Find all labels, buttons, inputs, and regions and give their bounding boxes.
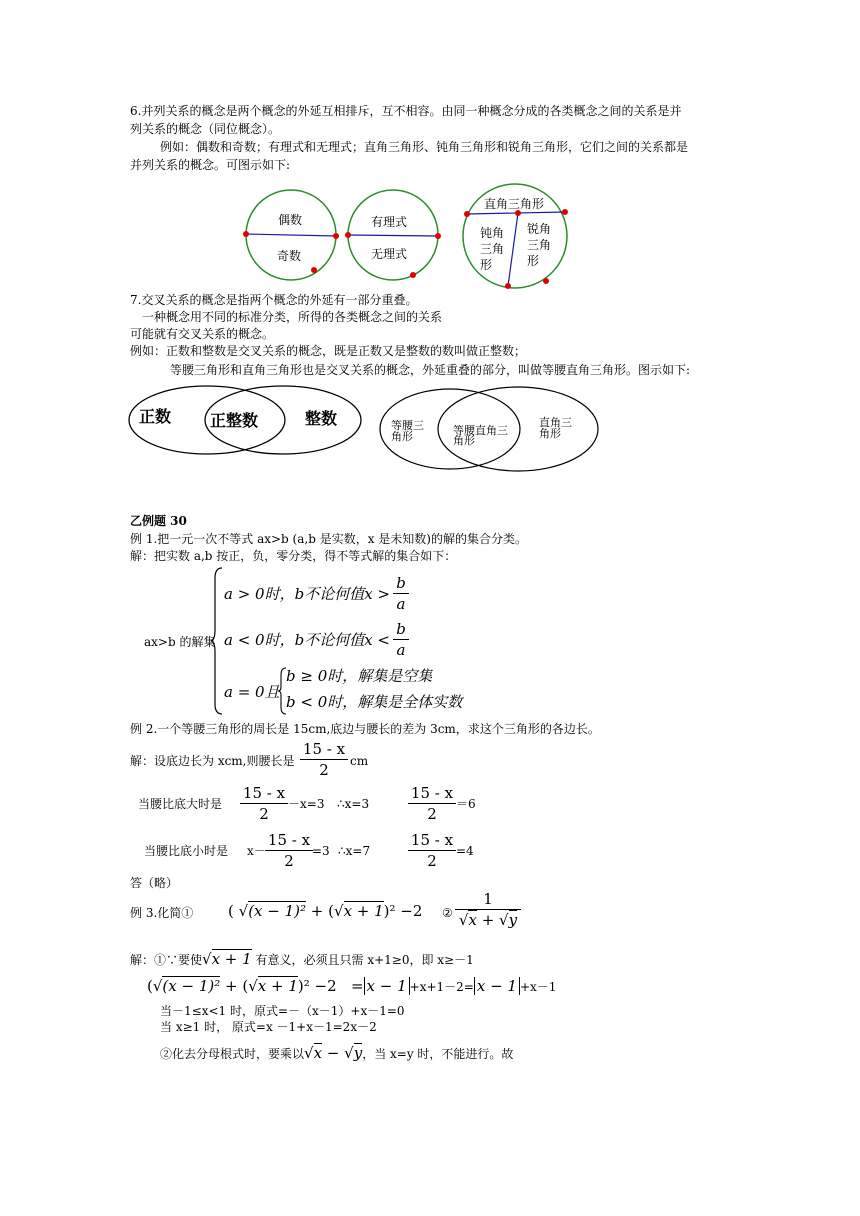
case-leg-shorter-x: x－ bbox=[247, 844, 266, 858]
c3-right-l1: 锐角 bbox=[527, 222, 552, 236]
ex3-sol-b-7: x − 1 bbox=[364, 977, 410, 995]
case2-text: a < 0时，b不论何值x < bbox=[224, 631, 390, 649]
sqrt-sign-icon: √ bbox=[304, 1044, 314, 1062]
ex3-question: 例 3.化简① bbox=[130, 906, 194, 920]
sec7-line1: 7.交叉关系的概念是指两个概念的外延有一部分重叠。 bbox=[130, 293, 418, 307]
sqrt-sign-icon: √ bbox=[152, 977, 163, 995]
sec6-line4: 并列关系的概念。可图示如下: bbox=[130, 158, 291, 172]
case-leg-longer-fraction bbox=[240, 784, 288, 823]
e-right-l2: 角形 bbox=[539, 427, 561, 440]
ex3-expr1-open: ( bbox=[228, 902, 234, 920]
c1-top-label: 偶数 bbox=[278, 213, 303, 227]
ex3-sol-d: 当 x≥1 时， 原式=x －1+x－1=2x－2 bbox=[160, 1020, 377, 1034]
ex2-solution-text: 解：设底边长为 xcm,则腰长是 bbox=[130, 754, 295, 768]
c3-top-label: 直角三角形 bbox=[484, 197, 545, 211]
ex3-sol-e-y: y bbox=[353, 1044, 363, 1062]
ex3-sol-e-pre: ②化去分母根式时，要乘以 bbox=[160, 1047, 305, 1061]
case-leg-shorter: 当腰比底小时是 bbox=[144, 844, 229, 858]
solution-set-label: ax>b 的解集 bbox=[144, 635, 216, 649]
c3-left-l2: 三角 bbox=[480, 242, 505, 256]
case-leg-shorter-leg-value: =4 bbox=[456, 844, 474, 858]
ex3-sol-e-post: ，当 x=y 时，不能进行。故 bbox=[362, 1047, 514, 1061]
sqrt-sign-icon: √ bbox=[238, 902, 249, 920]
ex3-sol-b-8: +x+1－2= bbox=[409, 980, 474, 994]
case-leg-shorter-leg-denominator: 2 bbox=[427, 852, 437, 870]
ellipse-right-label: 整数 bbox=[305, 409, 338, 428]
ex3-sol-b-2: (x − 1)² bbox=[162, 977, 221, 995]
ex2-question: 例 2.一个等腰三角形的周长是 15cm,底边与腰长的差为 3cm，求这个三角形的各边长。 bbox=[130, 722, 600, 736]
parallel-concepts-figure bbox=[240, 180, 590, 290]
case1-denominator: a bbox=[396, 595, 406, 613]
ex1-question: 例 1.把一元一次不等式 ax>b (a,b 是实数，x 是未知数)的解的集合分类。 bbox=[130, 532, 527, 546]
case3a-text: b ≥ 0时，解集是空集 bbox=[286, 667, 433, 685]
case-leg-shorter-leg-numerator: 15 - x bbox=[410, 831, 454, 849]
c3-right-l2: 三角 bbox=[527, 238, 552, 252]
ex2-leg-fraction bbox=[300, 740, 348, 779]
ex1-solution-intro: 解：把实数 a,b 按正，负，零分类，得不等式解的集合如下： bbox=[130, 549, 457, 563]
ex3-sol-b-10: +x－1 bbox=[519, 980, 557, 994]
ex3-expr1-plus: + ( bbox=[306, 902, 334, 920]
case-leg-shorter-leg-fraction bbox=[408, 831, 456, 870]
ex3-sol-b-3: + ( bbox=[220, 977, 249, 995]
ex3-sol-b-9: x − 1 bbox=[474, 977, 520, 995]
ex3-sol-a bbox=[130, 951, 474, 968]
ex3-expr1-rad2: x + 1 bbox=[343, 902, 384, 920]
sec6-line2: 列关系的概念（同位概念）。 bbox=[130, 122, 281, 136]
sec6-line1: 6.并列关系的概念是两个概念的外延互相排斥，互不相容。由同一种概念分成的各类概念之间的关系是并 bbox=[130, 104, 682, 118]
sqrt-sign-icon: √ bbox=[202, 950, 212, 968]
ex2-unit: cm bbox=[350, 754, 369, 768]
e-mid-l2: 角形 bbox=[453, 434, 475, 447]
sec7-line5: 等腰三角形和直角三角形也是交叉关系的概念，外延重叠的部分，叫做等腰直角三角形。图示如下: bbox=[170, 363, 691, 377]
c1-bottom-label: 奇数 bbox=[277, 249, 302, 263]
ex3-part2-plus: + bbox=[476, 911, 500, 929]
c3-right-l3: 形 bbox=[527, 254, 540, 268]
ex3-sol-b-1: ( bbox=[147, 977, 153, 995]
sqrt-sign-icon: √ bbox=[344, 1044, 354, 1062]
case2-numerator: b bbox=[396, 620, 406, 638]
case-leg-shorter-numerator: 15 - x bbox=[267, 831, 311, 849]
ellipse-mid-label: 正整数 bbox=[210, 411, 259, 430]
ex3-part2-marker: ② bbox=[442, 906, 453, 920]
case-leg-shorter-fraction bbox=[265, 831, 313, 870]
e-left-l2: 角形 bbox=[391, 430, 413, 443]
sqrt-sign-icon: √ bbox=[248, 977, 258, 995]
e-mid-l1: 等腰直角三 bbox=[453, 424, 508, 437]
ex2-leg-denominator: 2 bbox=[319, 761, 329, 779]
ex3-expr1-rad1: (x − 1)² bbox=[248, 902, 307, 920]
ex2-leg-numerator: 15 - x bbox=[302, 740, 346, 758]
ex3-sol-b-5: )² −2 bbox=[297, 977, 337, 995]
ex3-sol-b-4: x + 1 bbox=[257, 977, 298, 995]
case-leg-longer-leg-fraction bbox=[408, 784, 456, 823]
case-leg-shorter-eq: =3 bbox=[312, 844, 330, 858]
case-leg-shorter-denominator: 2 bbox=[284, 852, 294, 870]
case-leg-longer-eq: －x=3 bbox=[288, 797, 325, 811]
ex3-expr1 bbox=[228, 903, 422, 919]
ex3-sol-a-pre: 解：①∵要使 bbox=[130, 953, 203, 967]
case-leg-longer-leg-value: ＝6 bbox=[456, 797, 476, 811]
case3b-text: b < 0时，解集是全体实数 bbox=[286, 693, 463, 711]
c2-bottom-label: 无理式 bbox=[371, 247, 408, 261]
c2-top-label: 有理式 bbox=[371, 215, 408, 229]
ex3-sol-e-minus: − bbox=[322, 1044, 345, 1062]
case1-numerator: b bbox=[396, 574, 406, 592]
ex3-sol-b-6: = bbox=[350, 977, 364, 995]
case-leg-longer: 当腰比底大时是 bbox=[138, 797, 223, 811]
ex3-expr1-tail: )² −2 bbox=[383, 902, 423, 920]
case1-fraction bbox=[393, 574, 409, 613]
ex30-title: 乙例题 30 bbox=[130, 514, 187, 528]
ex3-sol-a-post: 有意义，必须且只需 x+1≥0，即 x≥－1 bbox=[255, 953, 474, 967]
case-leg-longer-numerator: 15 - x bbox=[242, 784, 286, 802]
ex3-part2-dx: x bbox=[468, 911, 477, 929]
ellipse-left-label: 正数 bbox=[139, 407, 172, 426]
case-leg-shorter-result: ∴x=7 bbox=[338, 844, 371, 858]
case-leg-longer-leg-denominator: 2 bbox=[427, 805, 437, 823]
case-leg-longer-denominator: 2 bbox=[259, 805, 269, 823]
ex3-sol-c: 当－1≤x<1 时，原式=－（x－1）+x－1=0 bbox=[160, 1004, 405, 1018]
case3-text: a = 0且 bbox=[224, 683, 280, 701]
c3-left-l1: 钝角 bbox=[480, 226, 505, 240]
ex3-sol-b bbox=[147, 978, 556, 995]
case-leg-longer-leg-numerator: 15 - x bbox=[410, 784, 454, 802]
sec7-line2: 一种概念用不同的标准分类，所得的各类概念之间的关系 bbox=[142, 310, 443, 324]
intersecting-concepts-figure bbox=[125, 378, 605, 473]
c3-left-l3: 形 bbox=[480, 258, 493, 272]
ex3-sol-e bbox=[160, 1045, 513, 1062]
sec7-line4: 例如：正数和整数是交叉关系的概念，既是正数又是整数的数叫做正整数； bbox=[130, 344, 527, 358]
ex3-part2-dy: y bbox=[508, 911, 518, 929]
ex3-sol-e-x: x bbox=[313, 1044, 323, 1062]
e-left-l1: 等腰三 bbox=[391, 419, 424, 432]
sec7-line3: 可能就有交叉关系的概念。 bbox=[130, 327, 275, 341]
ex3-part2-fraction bbox=[455, 890, 521, 929]
sec6-line3: 例如：偶数和奇数；有理式和无理式；直角三角形、钝角三角形和锐角三角形，它们之间的关系都是 bbox=[160, 140, 689, 154]
ex3-sol-a-rad: x + 1 bbox=[211, 950, 252, 968]
sqrt-sign-icon: √ bbox=[334, 902, 344, 920]
case-leg-longer-result: ∴x=3 bbox=[337, 797, 370, 811]
case1-text: a > 0时，b不论何值x > bbox=[224, 585, 390, 603]
e-right-l1: 直角三 bbox=[539, 416, 572, 429]
big-left-brace bbox=[210, 566, 224, 716]
case2-denominator: a bbox=[396, 641, 406, 659]
ex3-part2-denominator: √x + √y bbox=[458, 911, 518, 929]
ex3-part2-numerator: 1 bbox=[483, 890, 493, 908]
case2-fraction bbox=[393, 620, 409, 659]
ex2-answer: 答（略） bbox=[130, 876, 179, 890]
